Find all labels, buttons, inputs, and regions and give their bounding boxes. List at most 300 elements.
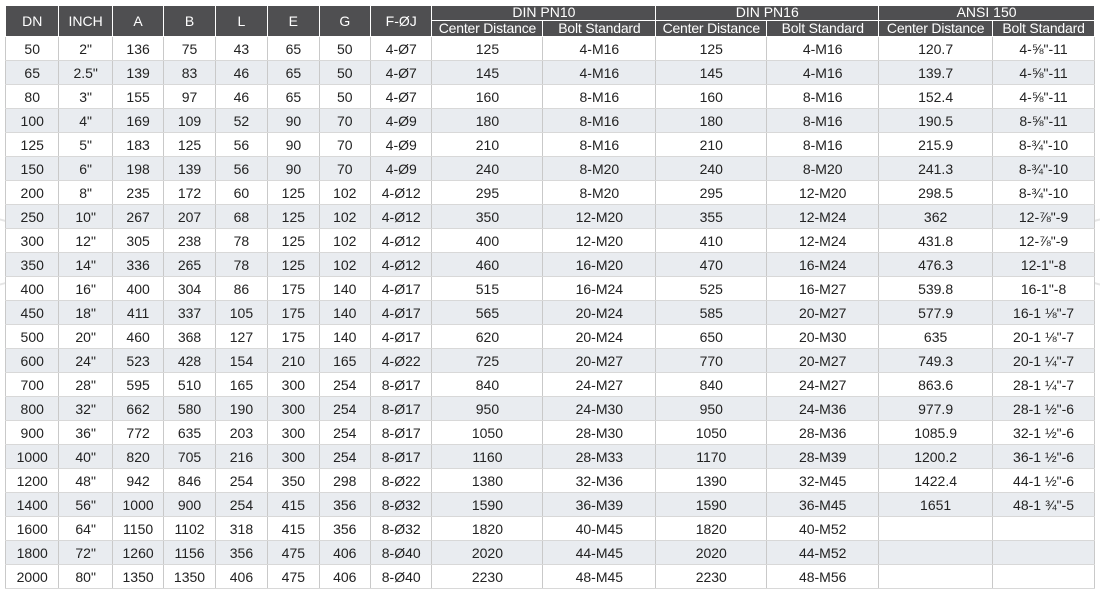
table-cell: 1651 [879, 493, 993, 517]
table-cell: 56 [215, 157, 267, 181]
table-cell: 8-Ø32 [370, 493, 432, 517]
table-cell: 72" [59, 541, 112, 565]
table-cell: 705 [164, 445, 215, 469]
table-cell: 175 [268, 277, 319, 301]
group-header-ansi-150: ANSI 150 [879, 6, 1095, 21]
table-cell: 78 [215, 253, 267, 277]
table-cell: 1150 [112, 517, 163, 541]
table-cell: 8-¾"-10 [993, 181, 1095, 205]
table-cell: 254 [319, 445, 370, 469]
table-cell: 24-M27 [767, 373, 879, 397]
table-cell: 8-M16 [767, 109, 879, 133]
table-cell: 265 [164, 253, 215, 277]
table-cell: 4-⅝"-11 [993, 85, 1095, 109]
sub-header-bolt-standard: Bolt Standard [767, 20, 879, 36]
sub-header-center-distance: Center Distance [432, 20, 543, 36]
table-cell: 8-Ø40 [370, 565, 432, 589]
table-cell: 950 [656, 397, 767, 421]
table-cell: 300 [6, 229, 59, 253]
table-cell: 28-1 ¼"-7 [993, 373, 1095, 397]
table-cell: 635 [164, 421, 215, 445]
table-cell: 662 [112, 397, 163, 421]
table-cell: 298.5 [879, 181, 993, 205]
table-cell: 8-¾"-10 [993, 133, 1095, 157]
table-cell: 20-1 ¼"-7 [993, 349, 1095, 373]
table-cell: 20-M27 [767, 301, 879, 325]
table-cell: 8-Ø17 [370, 397, 432, 421]
table-cell: 70 [319, 133, 370, 157]
table-cell: 3" [59, 85, 112, 109]
table-cell: 165 [215, 373, 267, 397]
table-cell: 1422.4 [879, 469, 993, 493]
table-cell: 125 [268, 181, 319, 205]
table-cell: 8" [59, 181, 112, 205]
table-cell: 1400 [6, 493, 59, 517]
table-cell: 355 [656, 205, 767, 229]
table-cell: 2000 [6, 565, 59, 589]
table-cell: 50 [319, 37, 370, 61]
table-cell: 4-M16 [767, 61, 879, 85]
table-cell: 203 [215, 421, 267, 445]
table-cell: 12-M24 [767, 205, 879, 229]
table-row [6, 229, 1095, 253]
table-cell: 169 [112, 109, 163, 133]
table-cell: 4-Ø17 [370, 325, 432, 349]
table-cell: 6" [59, 157, 112, 181]
table-row [6, 157, 1095, 181]
table-cell: 24-M30 [543, 397, 656, 421]
table-cell: 1000 [112, 493, 163, 517]
table-cell: 36-M39 [543, 493, 656, 517]
table-cell: 431.8 [879, 229, 993, 253]
table-row [6, 541, 1095, 565]
table-cell: 1050 [656, 421, 767, 445]
table-cell: 8-Ø17 [370, 445, 432, 469]
table-cell: 140 [319, 325, 370, 349]
col-header-b: B [164, 6, 215, 37]
table-cell: 565 [432, 301, 543, 325]
table-header [6, 6, 1095, 37]
table-cell: 139 [164, 157, 215, 181]
table-cell: 2" [59, 37, 112, 61]
table-cell: 160 [656, 85, 767, 109]
table-cell: 20" [59, 325, 112, 349]
table-cell: 406 [215, 565, 267, 589]
table-cell: 4-M16 [543, 61, 656, 85]
table-cell: 1390 [656, 469, 767, 493]
table-cell: 4-Ø17 [370, 301, 432, 325]
table-cell: 44-M52 [767, 541, 879, 565]
table-cell: 125 [164, 133, 215, 157]
table-cell: 28-M30 [543, 421, 656, 445]
table-cell: 4-M16 [767, 37, 879, 61]
table-cell: 1000 [6, 445, 59, 469]
table-cell: 362 [879, 205, 993, 229]
table-cell: 900 [164, 493, 215, 517]
table-cell: 254 [215, 493, 267, 517]
table-cell: 48-M45 [543, 565, 656, 589]
table-cell: 20-M24 [543, 301, 656, 325]
table-cell: 725 [432, 349, 543, 373]
sub-header-bolt-standard: Bolt Standard [993, 20, 1095, 36]
table-cell: 600 [6, 349, 59, 373]
table-cell: 350 [6, 253, 59, 277]
table-cell: 2230 [656, 565, 767, 589]
table-cell: 8-⅝"-11 [993, 109, 1095, 133]
table-cell: 305 [112, 229, 163, 253]
table-cell: 475 [268, 541, 319, 565]
table-cell: 120.7 [879, 37, 993, 61]
table-cell: 460 [112, 325, 163, 349]
table-cell: 254 [215, 469, 267, 493]
table-cell: 254 [319, 421, 370, 445]
table-row [6, 133, 1095, 157]
table-cell: 635 [879, 325, 993, 349]
table-row [6, 277, 1095, 301]
table-cell: 254 [319, 397, 370, 421]
table-cell: 4-Ø7 [370, 85, 432, 109]
table-cell: 950 [432, 397, 543, 421]
group-header-din-pn10: DIN PN10 [432, 6, 656, 21]
table-cell: 336 [112, 253, 163, 277]
table-cell: 1600 [6, 517, 59, 541]
table-row [6, 517, 1095, 541]
table-cell: 400 [6, 277, 59, 301]
table-cell: 155 [112, 85, 163, 109]
flange-dimension-table [5, 5, 1095, 589]
table-cell: 410 [656, 229, 767, 253]
table-row [6, 181, 1095, 205]
table-cell: 1085.9 [879, 421, 993, 445]
table-cell: 450 [6, 301, 59, 325]
table-cell: 4-Ø17 [370, 277, 432, 301]
table-cell: 8-Ø17 [370, 373, 432, 397]
table-cell: 2020 [656, 541, 767, 565]
table-cell: 200 [6, 181, 59, 205]
table-cell: 80 [6, 85, 59, 109]
table-cell: 254 [319, 373, 370, 397]
table-cell: 36" [59, 421, 112, 445]
table-cell: 1200 [6, 469, 59, 493]
table-cell: 65 [6, 61, 59, 85]
table-cell: 20-1 ⅛"-7 [993, 325, 1095, 349]
table-cell: 2020 [432, 541, 543, 565]
table-cell: 175 [268, 301, 319, 325]
table-cell [879, 517, 993, 541]
table-cell: 52 [215, 109, 267, 133]
table-cell: 476.3 [879, 253, 993, 277]
table-cell [879, 565, 993, 589]
table-cell: 28" [59, 373, 112, 397]
table-cell: 8-M16 [543, 85, 656, 109]
table-cell: 180 [656, 109, 767, 133]
table-cell: 125 [6, 133, 59, 157]
table-cell: 8-M16 [543, 133, 656, 157]
table-cell: 2230 [432, 565, 543, 589]
table-cell: 127 [215, 325, 267, 349]
table-cell: 240 [656, 157, 767, 181]
table-cell: 800 [6, 397, 59, 421]
table-cell: 40" [59, 445, 112, 469]
table-cell: 12-M20 [767, 181, 879, 205]
table-cell: 12-M24 [767, 229, 879, 253]
table-cell: 8-M16 [543, 109, 656, 133]
table-cell: 8-¾"-10 [993, 157, 1095, 181]
sub-header-center-distance: Center Distance [879, 20, 993, 36]
table-cell: 97 [164, 85, 215, 109]
table-cell: 295 [656, 181, 767, 205]
table-cell: 475 [268, 565, 319, 589]
table-cell: 64" [59, 517, 112, 541]
table-cell: 40-M45 [543, 517, 656, 541]
table-row [6, 565, 1095, 589]
table-cell: 368 [164, 325, 215, 349]
table-cell: 4-Ø9 [370, 133, 432, 157]
table-cell: 90 [268, 133, 319, 157]
table-cell: 577.9 [879, 301, 993, 325]
table-cell: 8-Ø17 [370, 421, 432, 445]
table-cell: 215.9 [879, 133, 993, 157]
table-cell: 295 [432, 181, 543, 205]
table-cell: 356 [215, 541, 267, 565]
table-cell: 5" [59, 133, 112, 157]
table-cell: 70 [319, 157, 370, 181]
table-cell: 337 [164, 301, 215, 325]
table-row [6, 349, 1095, 373]
table-cell: 1260 [112, 541, 163, 565]
table-row [6, 301, 1095, 325]
table-cell: 2.5" [59, 61, 112, 85]
table-cell: 16-M24 [543, 277, 656, 301]
table-cell: 523 [112, 349, 163, 373]
table-cell: 180 [432, 109, 543, 133]
table-cell: 102 [319, 229, 370, 253]
table-cell: 16-M24 [767, 253, 879, 277]
table-row [6, 61, 1095, 85]
table-cell: 840 [432, 373, 543, 397]
table-cell: 32-M36 [543, 469, 656, 493]
table-cell [993, 565, 1095, 589]
table-cell: 4-Ø9 [370, 109, 432, 133]
table-cell: 846 [164, 469, 215, 493]
table-cell: 1102 [164, 517, 215, 541]
table-cell: 16-1"-8 [993, 277, 1095, 301]
table-cell: 20-M30 [767, 325, 879, 349]
table-cell: 139.7 [879, 61, 993, 85]
table-cell: 1170 [656, 445, 767, 469]
table-cell: 500 [6, 325, 59, 349]
table-cell: 400 [432, 229, 543, 253]
table-cell: 16-M20 [543, 253, 656, 277]
table-cell: 102 [319, 181, 370, 205]
table-cell: 1590 [656, 493, 767, 517]
table-cell: 24-M36 [767, 397, 879, 421]
table-cell: 415 [268, 493, 319, 517]
table-cell: 102 [319, 205, 370, 229]
table-cell: 48" [59, 469, 112, 493]
col-header-f-j: F-ØJ [370, 6, 432, 37]
table-cell: 46 [215, 61, 267, 85]
table-cell: 50 [319, 85, 370, 109]
table-cell: 56 [215, 133, 267, 157]
table-cell: 86 [215, 277, 267, 301]
table-cell: 650 [656, 325, 767, 349]
table-cell: 525 [656, 277, 767, 301]
table-row [6, 469, 1095, 493]
table-cell: 125 [268, 229, 319, 253]
table-cell: 8-Ø22 [370, 469, 432, 493]
table-cell [993, 517, 1095, 541]
table-cell: 109 [164, 109, 215, 133]
table-row [6, 325, 1095, 349]
table-cell: 12-⅞"-9 [993, 205, 1095, 229]
col-header-dn: DN [6, 6, 59, 37]
table-cell: 207 [164, 205, 215, 229]
table-cell: 102 [319, 253, 370, 277]
table-row [6, 397, 1095, 421]
table-cell: 406 [319, 565, 370, 589]
table-cell: 16" [59, 277, 112, 301]
table-cell: 1380 [432, 469, 543, 493]
table-cell: 90 [268, 157, 319, 181]
table-cell: 356 [319, 493, 370, 517]
table-cell: 36-M45 [767, 493, 879, 517]
table-cell: 14" [59, 253, 112, 277]
col-header-e: E [268, 6, 319, 37]
sub-header-bolt-standard: Bolt Standard [543, 20, 656, 36]
table-cell: 238 [164, 229, 215, 253]
table-cell: 75 [164, 37, 215, 61]
table-cell: 8-M20 [767, 157, 879, 181]
table-cell: 350 [432, 205, 543, 229]
table-body [6, 37, 1095, 589]
table-cell: 12-1"-8 [993, 253, 1095, 277]
table-cell: 172 [164, 181, 215, 205]
table-cell: 50 [6, 37, 59, 61]
table-row [6, 253, 1095, 277]
table-cell: 400 [112, 277, 163, 301]
table-cell: 8-M20 [543, 181, 656, 205]
table-cell: 267 [112, 205, 163, 229]
table-cell: 585 [656, 301, 767, 325]
table-cell: 4-Ø9 [370, 157, 432, 181]
table-cell: 50 [319, 61, 370, 85]
table-cell: 90 [268, 109, 319, 133]
table-cell: 4-⅝"-11 [993, 61, 1095, 85]
table-cell: 48-1 ¾"-5 [993, 493, 1095, 517]
table-cell: 10" [59, 205, 112, 229]
table-cell: 140 [319, 277, 370, 301]
table-cell: 16-1 ⅛"-7 [993, 301, 1095, 325]
table-cell: 8-M20 [543, 157, 656, 181]
table-cell: 411 [112, 301, 163, 325]
table-cell: 12-M20 [543, 229, 656, 253]
table-cell: 70 [319, 109, 370, 133]
table-cell: 210 [656, 133, 767, 157]
table-cell: 1050 [432, 421, 543, 445]
table-cell: 145 [656, 61, 767, 85]
table-cell: 210 [268, 349, 319, 373]
table-cell: 140 [319, 301, 370, 325]
table-cell: 28-1 ½"-6 [993, 397, 1095, 421]
table-cell: 80" [59, 565, 112, 589]
table-cell: 136 [112, 37, 163, 61]
table-cell: 56" [59, 493, 112, 517]
table-row [6, 37, 1095, 61]
table-cell: 1590 [432, 493, 543, 517]
table-cell: 150 [6, 157, 59, 181]
table-row [6, 493, 1095, 517]
table-cell: 318 [215, 517, 267, 541]
table-cell: 620 [432, 325, 543, 349]
table-cell: 406 [319, 541, 370, 565]
table-cell: 48-M56 [767, 565, 879, 589]
table-cell: 28-M33 [543, 445, 656, 469]
table-cell: 300 [268, 445, 319, 469]
table-cell: 580 [164, 397, 215, 421]
table-cell: 241.3 [879, 157, 993, 181]
table-cell: 428 [164, 349, 215, 373]
table-cell: 16-M27 [767, 277, 879, 301]
table-cell [879, 541, 993, 565]
table-cell: 8-M16 [767, 133, 879, 157]
table-row [6, 421, 1095, 445]
table-cell: 539.8 [879, 277, 993, 301]
table-cell: 4-Ø7 [370, 61, 432, 85]
table-cell: 125 [656, 37, 767, 61]
table-cell: 40-M52 [767, 517, 879, 541]
table-cell: 1350 [164, 565, 215, 589]
table-cell: 12" [59, 229, 112, 253]
col-header-l: L [215, 6, 267, 37]
table-cell: 125 [432, 37, 543, 61]
table-row [6, 205, 1095, 229]
table-cell: 24-M27 [543, 373, 656, 397]
table-cell: 139 [112, 61, 163, 85]
table-cell: 20-M27 [543, 349, 656, 373]
table-cell: 145 [432, 61, 543, 85]
table-cell: 24" [59, 349, 112, 373]
table-cell: 240 [432, 157, 543, 181]
table-cell: 8-M16 [767, 85, 879, 109]
table-cell: 595 [112, 373, 163, 397]
table-cell: 4" [59, 109, 112, 133]
table-cell: 100 [6, 109, 59, 133]
table-cell: 942 [112, 469, 163, 493]
table-cell: 20-M24 [543, 325, 656, 349]
table-cell: 863.6 [879, 373, 993, 397]
table-cell: 8-Ø32 [370, 517, 432, 541]
flange-dimension-table-container [5, 5, 1095, 589]
table-cell: 154 [215, 349, 267, 373]
table-cell: 43 [215, 37, 267, 61]
table-cell: 190 [215, 397, 267, 421]
table-cell: 1160 [432, 445, 543, 469]
table-cell: 36-1 ½"-6 [993, 445, 1095, 469]
table-cell: 250 [6, 205, 59, 229]
table-cell: 1800 [6, 541, 59, 565]
table-cell: 216 [215, 445, 267, 469]
table-cell: 8-Ø40 [370, 541, 432, 565]
sub-header-center-distance: Center Distance [656, 20, 767, 36]
table-cell: 4-Ø12 [370, 205, 432, 229]
group-header-din-pn16: DIN PN16 [656, 6, 879, 21]
table-cell: 32-1 ½"-6 [993, 421, 1095, 445]
table-cell: 65 [268, 61, 319, 85]
table-cell: 772 [112, 421, 163, 445]
table-cell: 125 [268, 205, 319, 229]
table-cell: 4-Ø22 [370, 349, 432, 373]
